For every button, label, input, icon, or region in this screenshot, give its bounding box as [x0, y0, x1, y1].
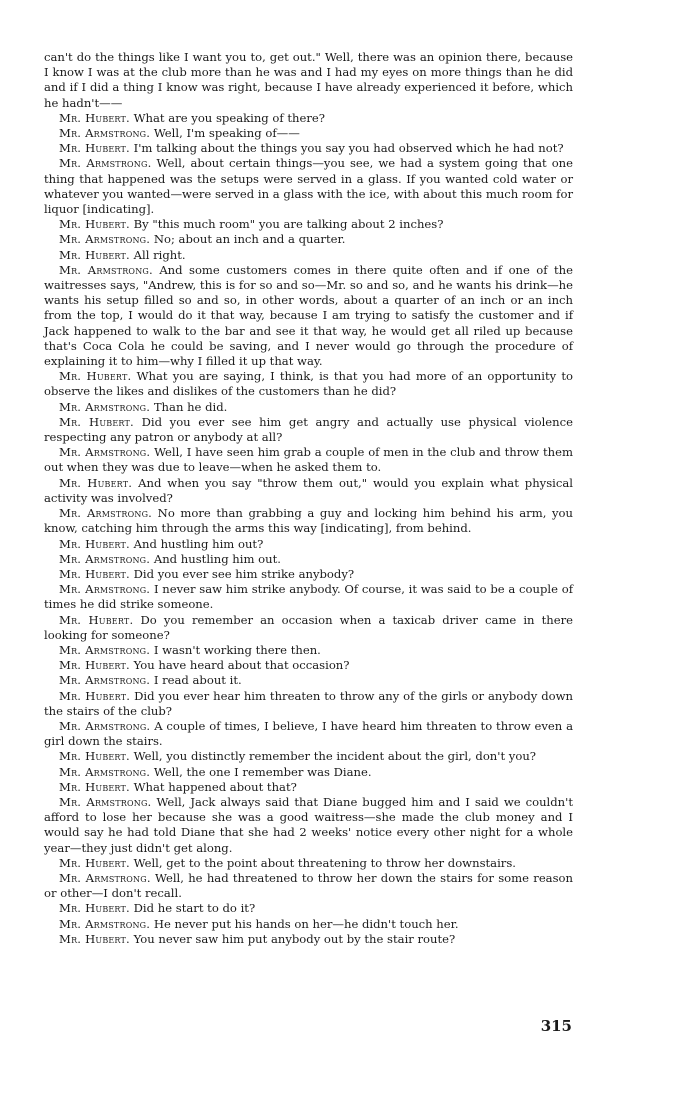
testimony-paragraph [44, 673, 573, 688]
speaker-label: Mr. Hubert. [59, 475, 133, 490]
speaker-label: Mr. Hubert. [59, 414, 134, 429]
speech-text: All right. [133, 247, 186, 262]
testimony-paragraph [44, 901, 573, 916]
speech-text: You have heard about that occasion? [133, 658, 350, 673]
testimony-paragraph [44, 141, 573, 156]
speaker-label: Mr. Hubert. [59, 779, 130, 794]
testimony-paragraph [44, 263, 573, 369]
testimony-paragraph [44, 719, 573, 749]
testimony-paragraph [44, 217, 573, 232]
testimony-paragraph [44, 749, 573, 764]
speech-text: Well, you distinctly remember the incident about the girl, don't you? [133, 749, 537, 764]
testimony-paragraph [44, 765, 573, 780]
testimony-paragraph [44, 856, 573, 871]
speaker-label: Mr. Armstrong. [59, 582, 151, 597]
speaker-label: Mr. Armstrong. [59, 445, 151, 460]
speaker-label: Mr. Hubert. [59, 688, 131, 703]
speech-text: No more than grabbing a guy and locking him behind his arm, you know, catching him through the arms this way [indicating], from behind. [44, 506, 573, 536]
speaker-label: Mr. Armstrong. [59, 764, 151, 779]
speech-text: Did you ever see him get angry and actually use physical violence respecting any patron or anybody at all? [44, 414, 573, 445]
speech-text: You never saw him put anybody out by the stair route? [133, 931, 456, 946]
speaker-label: Mr. Hubert. [59, 369, 132, 384]
speaker-label: Mr. Hubert. [59, 247, 130, 262]
speaker-label: Mr. Armstrong. [59, 126, 151, 141]
speaker-label: Mr. Hubert. [59, 749, 130, 764]
speaker-label: Mr. Armstrong. [59, 156, 152, 171]
testimony-paragraph [44, 643, 573, 658]
speech-text: He never put his hands on her—he didn't touch her. [153, 916, 459, 931]
speaker-label: Mr. Hubert. [59, 566, 130, 581]
speech-text: I'm talking about the things you say you had observed which he had not? [133, 141, 564, 156]
speech-text: Well, I have seen him grab a couple of men in the club and throw them out when they was due to leave—when he asked them to. [44, 445, 573, 475]
testimony-paragraph [44, 415, 573, 445]
testimony-paragraph [44, 567, 573, 582]
speech-text: I wasn't working there then. [153, 642, 321, 657]
speaker-label: Mr. Armstrong. [59, 506, 153, 521]
speech-text: Well, about certain things—you see, we had a system going that one thing that happened was the setups were served in a glass. If you wanted cold water or whatever you wanted—were served in a glass with the ice, with about this much room for liquor [indicating]. [44, 156, 574, 217]
testimony-paragraph [44, 582, 573, 612]
speech-text: And some customers comes in there quite often and if one of the waitresses says, "Andrew, this is for so and so—Mr. so and so, and he wants his drink—he wants his setup filled so and so, in other words, about a quarter of an inch or an inch from the top, I would do it that way, because I am trying to satisfy the customer and if Jack happened to walk to the bar and see it that way, he would get all riled up because that's Coca Cola he could be saving, and I never would go through the procedure of explaining it to him—why I filled it up that way. [44, 262, 573, 369]
speech-text: Did you ever see him strike anybody? [133, 566, 355, 581]
speech-text: No; about an inch and a quarter. [153, 232, 346, 247]
speaker-label: Mr. Armstrong. [59, 673, 151, 688]
speech-text: And hustling him out. [153, 551, 281, 566]
testimony-paragraph [44, 111, 573, 126]
speech-text: Well, the one I remember was Diane. [153, 764, 372, 779]
page-number: 315 [540, 1017, 572, 1035]
speech-text: Well, get to the point about threatening to throw her downstairs. [133, 855, 516, 870]
testimony-paragraph [44, 445, 573, 475]
testimony-paragraph [44, 369, 573, 399]
speech-text: Do you remember an occasion when a taxicab driver came in there looking for someone? [44, 612, 573, 642]
speech-text: Well, Jack always said that Diane bugged him and I said we couldn't afford to lose her because she was a good waitress—she made the club money and I would say he had told Diane that she had 2 weeks' notice every other night for a whole year—they just didn't get along. [44, 794, 573, 855]
speaker-label: Mr. Armstrong. [59, 232, 151, 247]
testimony-paragraph [44, 400, 573, 415]
speech-text: I read about it. [153, 673, 242, 688]
testimony-paragraph [44, 917, 573, 932]
transcript-page [44, 50, 573, 947]
speaker-label: Mr. Armstrong. [59, 718, 151, 733]
speaker-label: Mr. Hubert. [59, 217, 130, 232]
speaker-label: Mr. Hubert. [59, 612, 134, 627]
testimony-paragraph [44, 658, 573, 673]
speaker-label: Mr. Armstrong. [59, 642, 151, 657]
speaker-label: Mr. Armstrong. [59, 870, 151, 885]
speaker-label: Mr. Armstrong. [59, 262, 153, 277]
speech-text: A couple of times, I believe, I have heard him threaten to throw even a girl down the stairs. [44, 718, 573, 749]
speech-text: And when you say "throw them out," would you explain what physical activity was involved? [44, 475, 573, 505]
speaker-label: Mr. Armstrong. [59, 551, 151, 566]
speech-text: Did you ever hear him threaten to throw any of the girls or anybody down the stairs of the club? [44, 688, 573, 718]
speech-text: Than he did. [153, 399, 228, 414]
testimony-paragraph [44, 689, 573, 719]
speaker-label: Mr. Hubert. [59, 141, 130, 156]
speaker-label: Mr. Armstrong. [59, 399, 151, 414]
speech-text: I never saw him strike anybody. Of course, it was said to be a couple of times he did strike someone. [44, 582, 573, 612]
testimony-paragraph [44, 613, 573, 643]
testimony-paragraph [44, 537, 573, 552]
testimony-paragraph [44, 932, 573, 947]
testimony-paragraph [44, 156, 573, 217]
speaker-label: Mr. Hubert. [59, 110, 130, 125]
speaker-label: Mr. Armstrong. [59, 916, 151, 931]
speaker-label: Mr. Hubert. [59, 536, 130, 551]
testimony-paragraph [44, 248, 573, 263]
testimony-exchanges [44, 111, 573, 947]
speech-text: What you are saying, I think, is that you had more of an opportunity to observe the likes and dislikes of the customers than he did? [44, 369, 573, 399]
testimony-paragraph [44, 126, 573, 141]
speech-text: By "this much room" you are talking about 2 inches? [133, 217, 444, 232]
speech-text: And hustling him out? [133, 536, 264, 551]
speech-text: Did he start to do it? [133, 901, 256, 916]
speaker-label: Mr. Hubert. [59, 855, 130, 870]
testimony-paragraph [44, 506, 573, 536]
speech-text: What are you speaking of there? [133, 110, 325, 125]
testimony-paragraph [44, 552, 573, 567]
speaker-label: Mr. Armstrong. [59, 794, 152, 809]
testimony-paragraph [44, 476, 573, 506]
speaker-label: Mr. Hubert. [59, 901, 130, 916]
opening-paragraph: can't do the things like I want you to, get out." Well, there was an opinion there, because I know I was at the club more than he was and I had my eyes on more things than he did and if I did a thing I know was right, because I have already experienced it before, which he hadn't—— [44, 50, 573, 110]
testimony-paragraph [44, 232, 573, 247]
speech-text: Well, I'm speaking of—— [153, 126, 300, 141]
testimony-paragraph [44, 871, 573, 901]
speech-text: Well, he had threatened to throw her down the stairs for some reason or other—I don't recall. [44, 870, 573, 901]
speaker-label: Mr. Hubert. [59, 931, 130, 946]
testimony-paragraph [44, 795, 573, 856]
testimony-paragraph [44, 780, 573, 795]
speech-text: What happened about that? [133, 779, 297, 794]
speaker-label: Mr. Hubert. [59, 658, 130, 673]
